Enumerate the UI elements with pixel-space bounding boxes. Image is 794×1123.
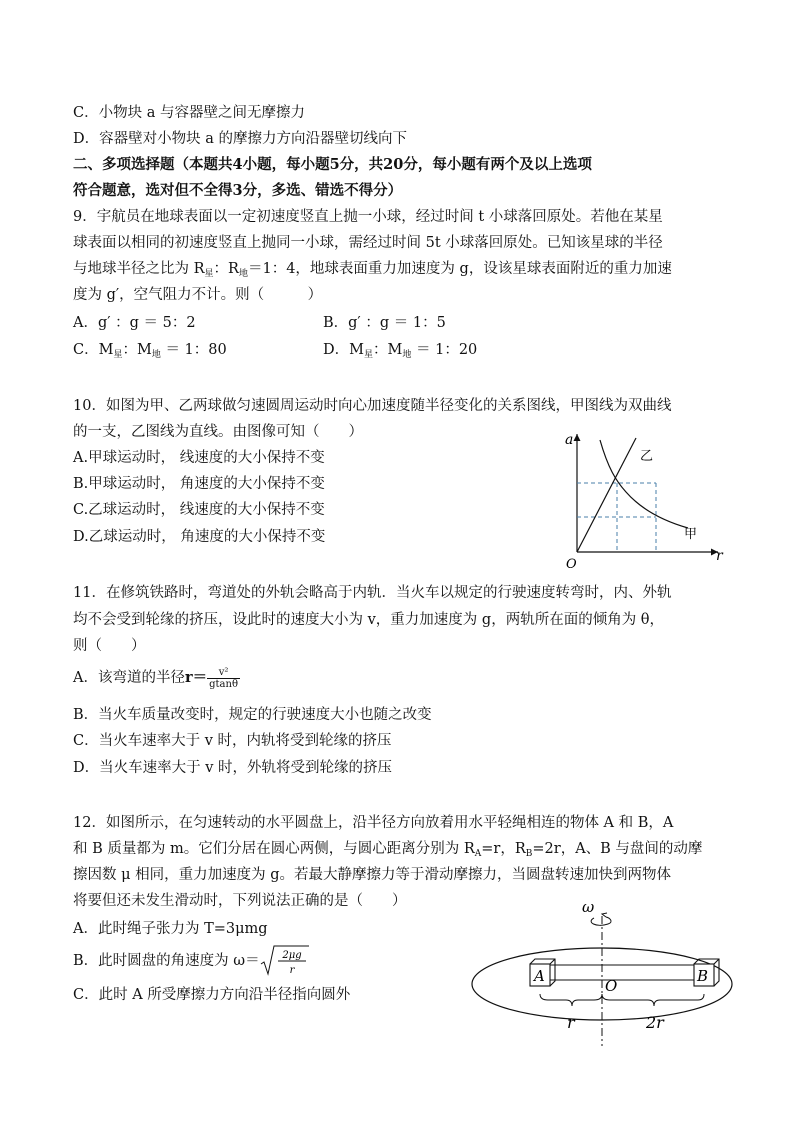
sqrt-radical	[260, 944, 310, 978]
q12-stem-4: 将要但还未发生滑动时，下列说法正确的是（ ）	[73, 893, 407, 909]
svg-text:r: r	[289, 965, 294, 976]
q12-option-b: B．此时圆盘的角速度为 ω＝ 2μg r	[73, 944, 310, 978]
q10-option-b: B.甲球运动时， 角速度的大小保持不变	[73, 476, 325, 492]
q11-stem-2: 均不会受到轮缘的挤压，设此时的速度大小为 v，重力加速度为 g，两轨所在面的倾角为 θ，	[73, 612, 665, 628]
q9-option-b: B．g′ ：g ＝ 1：5	[323, 315, 446, 331]
q11-stem-3: 则（ ）	[73, 638, 146, 654]
q10-stem-1: 10．如图为甲、乙两球做匀速圆周运动时向心加速度随半径变化的关系图线，甲图线为双曲线	[73, 398, 672, 414]
q12-stem-2: 和 B 质量都为 m。它们分居在圆心两侧，与圆心距离分别为 $R_A=r$，$R_B=2r$，A、B 与盘间的动摩	[73, 841, 703, 859]
label-jia: 甲	[684, 527, 698, 542]
y-axis-label: a	[565, 432, 574, 448]
q9-stem-3: 与地球半径之比为 $R_星$：$R_地=1$：4，地球表面重力加速度为 g，设该星球表面附近的重力加速	[73, 261, 672, 279]
svg-text:A: A	[534, 967, 545, 985]
q10-option-c: C.乙球运动时， 线速度的大小保持不变	[73, 502, 325, 518]
svg-text:2μg: 2μg	[281, 950, 302, 961]
q10-stem-2: 的一支，乙图线为直线。由图像可知（ ）	[73, 424, 363, 440]
q9-stem-1: 9．宇航员在地球表面以一定初速度竖直上抛一小球，经过时间 t 小球落回原处。若他在某星	[73, 209, 663, 225]
section-2-heading-cont: 符合题意，选对但不全得3分，多选、错选不得分）	[73, 182, 403, 199]
q9-stem-4: 度为 g′，空气阻力不计。则（ ）	[73, 287, 323, 303]
label-yi: 乙	[640, 449, 654, 464]
q10-option-a: A.甲球运动时， 线速度的大小保持不变	[73, 450, 325, 466]
q8-option-c: C．小物块 a 与容器壁之间无摩擦力	[73, 105, 305, 121]
q12-stem-1: 12．如图所示，在匀速转动的水平圆盘上，沿半径方向放着用水平轻绳相连的物体 A 和 B，A	[73, 815, 674, 831]
q11-option-a: A．该弯道的半径r＝ $\frac{\text{v²}}{gtan\theta}$	[73, 666, 238, 690]
q12-disk-diagram	[468, 896, 753, 1048]
q9-option-d: D．$M_星$：$M_地 = 1$：20	[323, 342, 478, 360]
dist-b-label: 2r	[646, 1013, 664, 1032]
q12-option-c: C．此时 A 所受摩擦力方向沿半径指向圆外	[73, 987, 351, 1003]
x-axis-label: r	[716, 548, 723, 564]
center-label: O	[605, 977, 618, 995]
q10-graph	[560, 428, 730, 573]
section-2-heading: 二、多项选择题（本题共4小题，每小题5分，共20分，每小题有两个及以上选项	[73, 156, 592, 173]
dist-a-label: r	[567, 1013, 575, 1032]
q8-option-d: D．容器壁对小物块 a 的摩擦力方向沿器壁切线向下	[73, 131, 407, 147]
q12-stem-3: 擦因数 μ 相同，重力加速度为 g。若最大静摩擦力等于滑动摩擦力，当圆盘转速加快到两物体	[73, 867, 672, 883]
origin-label: O	[566, 557, 577, 572]
omega-label: ω	[582, 898, 595, 916]
q11-option-c: C．当火车速率大于 v 时，内轨将受到轮缘的挤压	[73, 733, 392, 749]
q11-option-d: D．当火车速率大于 v 时，外轨将受到轮缘的挤压	[73, 760, 393, 776]
block-a	[530, 959, 555, 986]
q10-option-d: D.乙球运动时， 角速度的大小保持不变	[73, 529, 326, 545]
q11-option-b: B．当火车质量改变时，规定的行驶速度大小也随之改变	[73, 707, 432, 723]
q9-option-a: A．g′ ：g ＝ 5：2	[73, 315, 196, 331]
line-yi	[577, 438, 636, 552]
q12-option-a: A．此时绳子张力为 T=3μmg	[73, 921, 268, 937]
q9-option-c: C．$M_星$：$M_地 = 1$：80	[73, 342, 227, 360]
q9-stem-2: 球表面以相同的初速度竖直上抛同一小球，需经过时间 5t 小球落回原处。已知该星球的半径	[73, 235, 663, 251]
q11-stem-1: 11．在修筑铁路时，弯道处的外轨会略高于内轨．当火车以规定的行驶速度转弯时，内、外轨	[73, 585, 672, 601]
svg-text:B: B	[697, 967, 709, 985]
rotation-arrow	[591, 917, 611, 925]
